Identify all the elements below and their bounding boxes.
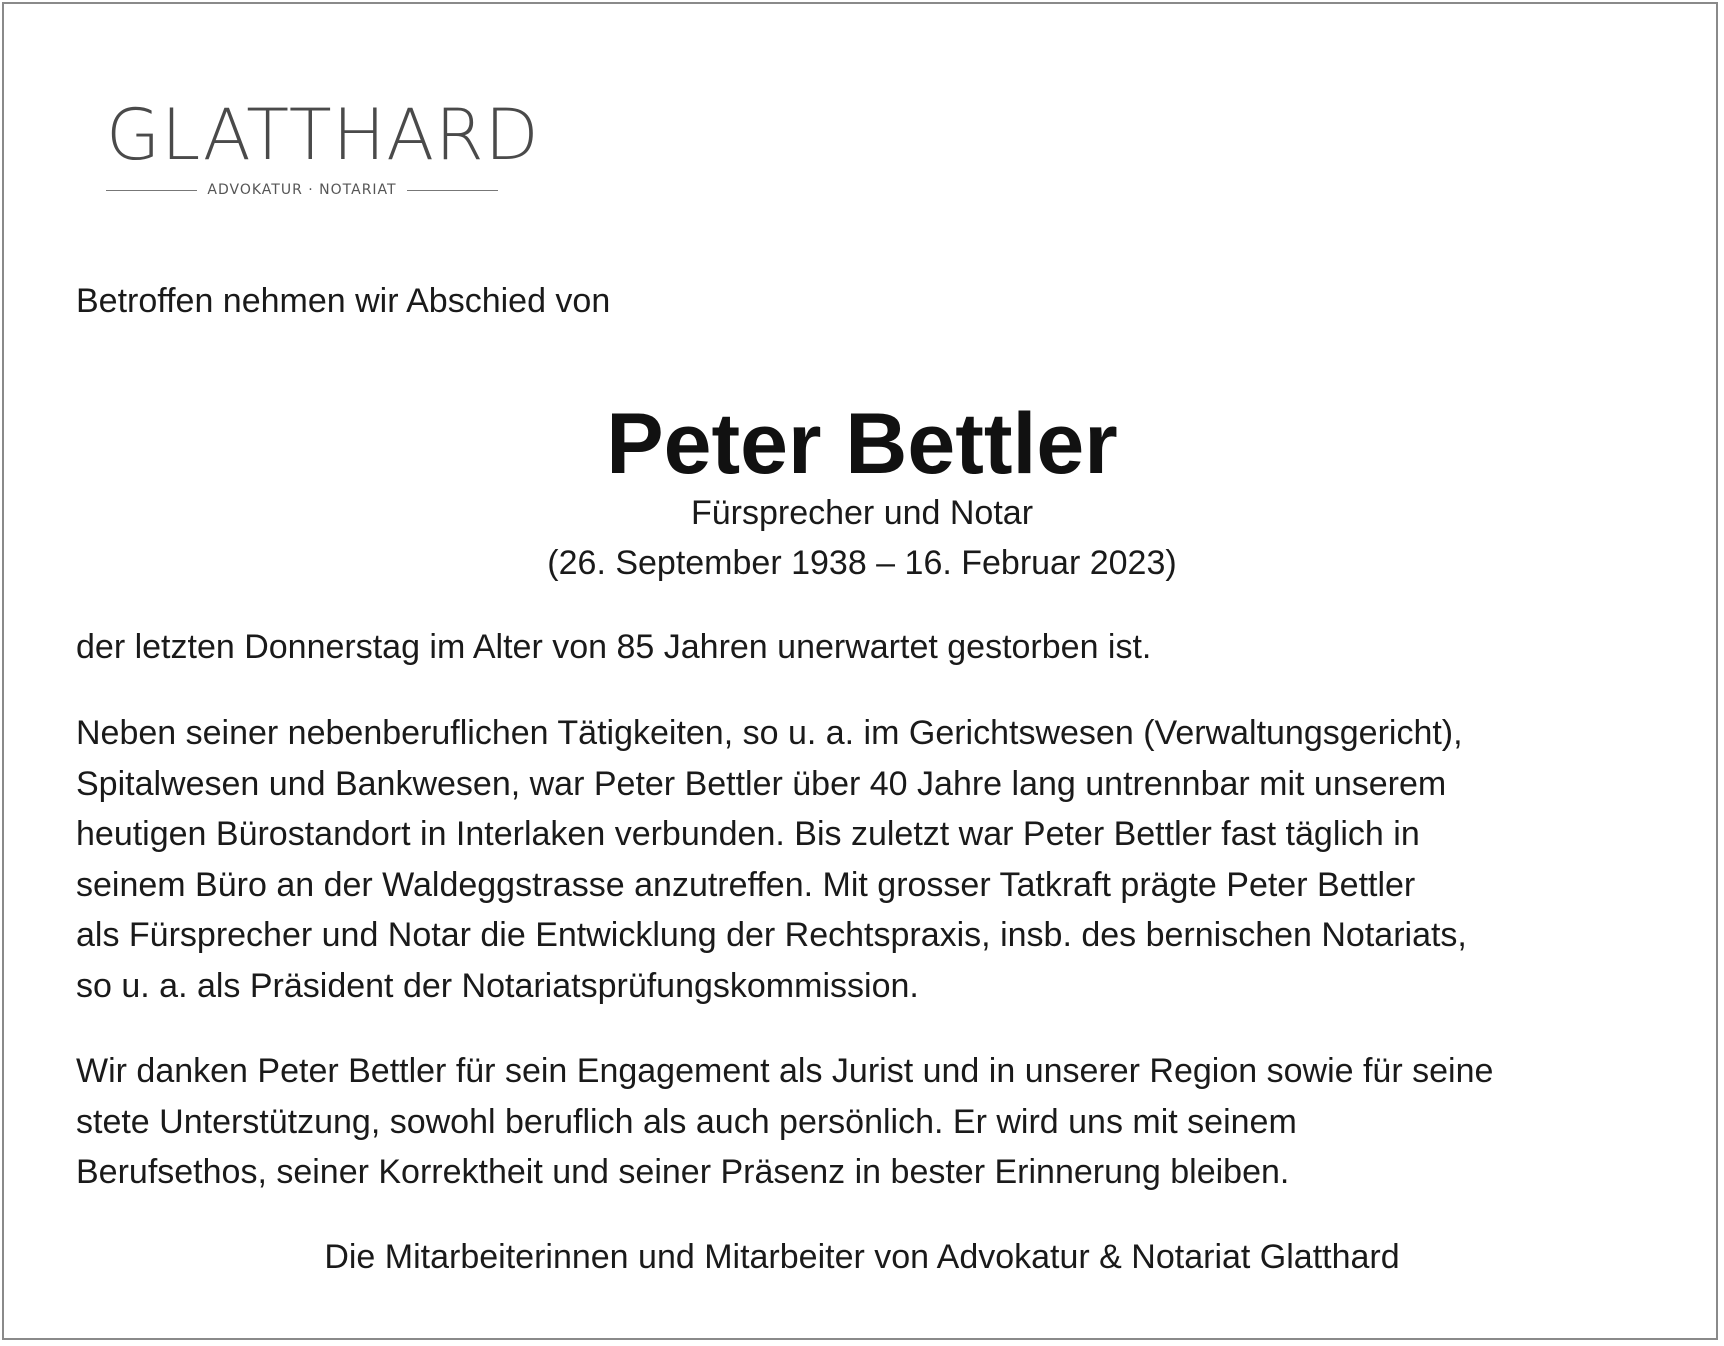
paragraph-line: Berufsethos, seiner Korrektheit und seiner Präsenz in bester Erinnerung bleiben. — [76, 1153, 1290, 1191]
logo-wordmark: GLATTHARD — [106, 94, 540, 176]
paragraph-line: Spitalwesen und Bankwesen, war Peter Bettler über 40 Jahre lang untrennbar mit unserem — [76, 764, 1447, 803]
tribute-paragraph-2 — [76, 1046, 1493, 1198]
logo-rule-left — [106, 190, 197, 191]
logo-subtitle-row — [106, 182, 498, 198]
paragraph-line: Neben seiner nebenberuflichen Tätigkeiten, so u. a. im Gerichtswesen (Verwaltungsgericht), — [76, 714, 1463, 752]
paragraph-line: als Fürsprecher und Notar die Entwicklung der Rechtspraxis, insb. des bernischen Notariats, — [76, 916, 1467, 954]
intro-text: Betroffen nehmen wir Abschied von — [76, 282, 611, 320]
deceased-name: Peter Bettler — [606, 396, 1118, 492]
paragraph-line: seinem Büro an der Waldeggstrasse anzutreffen. Mit grosser Tatkraft prägte Peter Bettler — [76, 865, 1416, 904]
signature-line: Die Mitarbeiterinnen und Mitarbeiter von Advokatur & Notariat Glatthard — [324, 1238, 1400, 1276]
logo-rule-right — [407, 190, 498, 191]
company-logo — [106, 94, 540, 198]
paragraph-line: heutigen Bürostandort in Interlaken verbunden. Bis zuletzt war Peter Bettler fast täglich in — [76, 815, 1420, 853]
paragraph-line: so u. a. als Präsident der Notariatsprüfungskommission. — [76, 966, 919, 1005]
death-notice: der letzten Donnerstag im Alter von 85 Jahren unerwartet gestorben ist. — [76, 628, 1152, 666]
paragraph-line: stete Unterstützung, sowohl beruflich als auch persönlich. Er wird uns mit seinem — [76, 1102, 1297, 1141]
life-dates: (26. September 1938 – 16. Februar 2023) — [547, 544, 1177, 582]
logo-subtitle: ADVOKATUR · NOTARIAT — [207, 182, 397, 198]
tribute-paragraph-1 — [76, 708, 1467, 1011]
deceased-role: Fürsprecher und Notar — [690, 494, 1034, 532]
paragraph-line: Wir danken Peter Bettler für sein Engagement als Jurist und in unserer Region sowie für seine — [76, 1052, 1494, 1090]
